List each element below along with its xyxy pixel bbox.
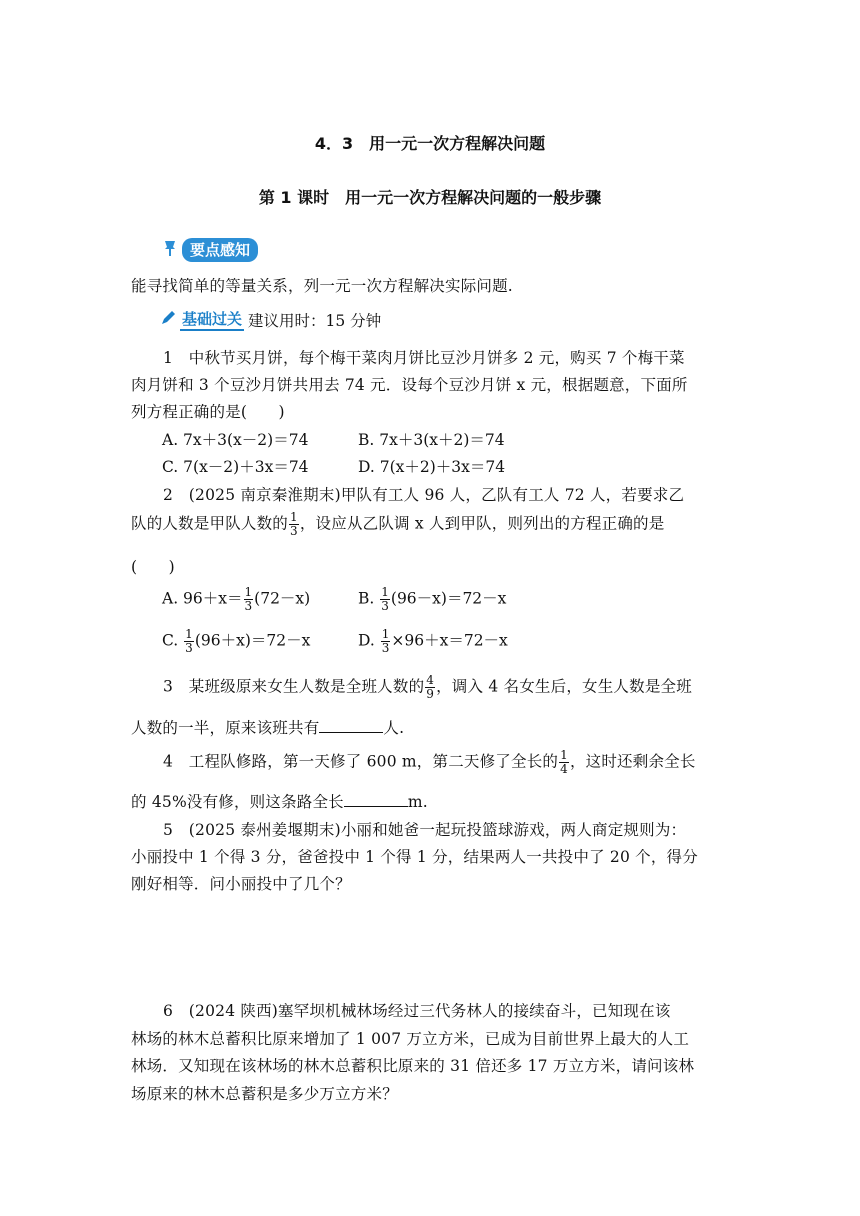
q5-line2: 小丽投中 1 个得 3 分，爸爸投中 1 个得 1 分，结果两人一共投中了 20 个，得分 [131, 848, 698, 866]
key-points-text: 能寻找简单的等量关系，列一元一次方程解决实际问题. [131, 277, 513, 295]
frac-num: 1 [244, 585, 253, 599]
q4-line2-post: m. [407, 793, 428, 811]
q2-frac-num: 1 [290, 510, 298, 524]
q2-option-d-frac [381, 628, 391, 655]
frac-num: 1 [381, 627, 390, 641]
q3-line2-post: 人. [383, 719, 405, 737]
q5-line3: 刚好相等．问小丽投中了几个？ [131, 875, 351, 893]
lesson-title: 第 1 课时 用一元一次方程解决问题的一般步骤 [258, 188, 602, 207]
key-points-label: 要点感知 [182, 238, 258, 262]
frac-den: 3 [244, 599, 253, 613]
q3-line2 [131, 716, 404, 738]
q4-line1-post: ，这时还剩余全长 [569, 752, 696, 771]
frac-den: 3 [185, 641, 193, 655]
q1-line2: 肉月饼和 3 个豆沙月饼共用去 74 元．设每个豆沙月饼 x 元，根据题意，下面所 [131, 376, 688, 394]
q2-option-b-post: (96－x)＝72－x [390, 589, 507, 608]
pencil-icon [160, 310, 176, 330]
q4-line1-pre: 4 工程队修路，第一天修了 600 m，第二天修了全长的 [163, 752, 559, 771]
q2-option-b-frac [380, 586, 390, 613]
q2-option-b-pre: B. [358, 589, 380, 608]
q2-frac-den: 3 [290, 524, 298, 538]
q2-line1: 2 (2025 南京秦淮期末)甲队有工人 96 人，乙队有工人 72 人，若要求乙 [163, 486, 685, 504]
q4-line1 [163, 749, 696, 776]
q2-option-d [358, 628, 508, 655]
frac-num: 1 [381, 585, 389, 599]
q6-line2: 林场的林木总蓄积比原来增加了 1 007 万立方米，已成为目前世界上最大的人工 [131, 1030, 690, 1048]
q4-frac-num: 1 [560, 748, 568, 762]
q6-line1: 6 (2024 陕西)塞罕坝机械林场经过三代务林人的接续奋斗，已知现在该 [163, 1002, 671, 1020]
frac-den: 3 [381, 599, 389, 613]
q3-fraction [425, 674, 435, 701]
q2-line2-pre: 队的人数是甲队人数的 [131, 514, 289, 533]
q4-line2-pre: 的 45%没有修，则这条路全长 [131, 793, 344, 811]
q3-line1-post: ，调入 4 名女生后，女生人数是全班 [436, 677, 692, 696]
q6-line3: 林场．又知现在该林场的林木总蓄积比原来的 31 倍还多 17 万立方米，请问该林 [131, 1057, 695, 1075]
pushpin-icon [162, 239, 178, 261]
q6-line4: 场原来的林木总蓄积是多少万立方米？ [131, 1085, 398, 1103]
time-note: 建议用时：15 分钟 [248, 311, 382, 330]
q3-answer-blank[interactable] [319, 717, 383, 733]
q2-option-a-pre: A. 96＋x＝ [162, 589, 243, 608]
q4-fraction [559, 749, 569, 776]
q2-option-d-pre: D. [358, 631, 380, 650]
basic-label: 基础过关 [180, 308, 244, 331]
basic-badge [160, 308, 381, 331]
q3-line1 [163, 674, 692, 701]
q2-option-d-post: ×96＋x＝72－x [391, 631, 508, 650]
q1-option-a: A. 7x＋3(x－2)＝74 [162, 431, 309, 449]
q3-line2-pre: 人数的一半，原来该班共有 [131, 719, 320, 737]
q1-option-c: C. 7(x－2)＋3x＝74 [162, 458, 309, 476]
q2-fraction [289, 511, 299, 538]
q2-option-a [162, 586, 310, 613]
frac-num: 1 [185, 627, 193, 641]
q2-option-c [162, 628, 310, 655]
q1-option-b: B. 7x＋3(x＋2)＝74 [358, 431, 505, 449]
q1-line1: 1 中秋节买月饼，每个梅干菜肉月饼比豆沙月饼多 2 元，购买 7 个梅干菜 [163, 349, 685, 367]
q3-frac-num: 4 [426, 673, 435, 687]
q4-answer-blank[interactable] [344, 791, 408, 807]
q2-option-b [358, 586, 506, 613]
q1-option-d: D. 7(x＋2)＋3x＝74 [358, 458, 506, 476]
q3-frac-den: 9 [426, 687, 435, 701]
q2-option-c-post: (96＋x)＝72－x [194, 631, 311, 650]
frac-den: 3 [381, 641, 390, 655]
q3-line1-pre: 3 某班级原来女生人数是全班人数的 [163, 677, 425, 696]
section-title: 4．3 用一元一次方程解决问题 [314, 134, 546, 153]
q2-option-a-frac [244, 586, 254, 613]
q2-line3: ( ) [131, 558, 175, 576]
key-points-badge [162, 238, 258, 262]
q4-frac-den: 4 [560, 762, 568, 776]
q1-line3: 列方程正确的是( ) [131, 403, 285, 421]
q2-option-a-post: (72－x) [254, 589, 311, 608]
q5-line1: 5 (2025 泰州姜堰期末)小丽和她爸一起玩投篮球游戏，两人商定规则为： [163, 821, 687, 839]
q2-line2 [131, 511, 664, 538]
q2-option-c-pre: C. [162, 631, 184, 650]
q2-option-c-frac [184, 628, 194, 655]
q2-line2-post: ，设应从乙队调 x 人到甲队，则列出的方程正确的是 [299, 514, 665, 533]
q4-line2 [131, 790, 428, 812]
